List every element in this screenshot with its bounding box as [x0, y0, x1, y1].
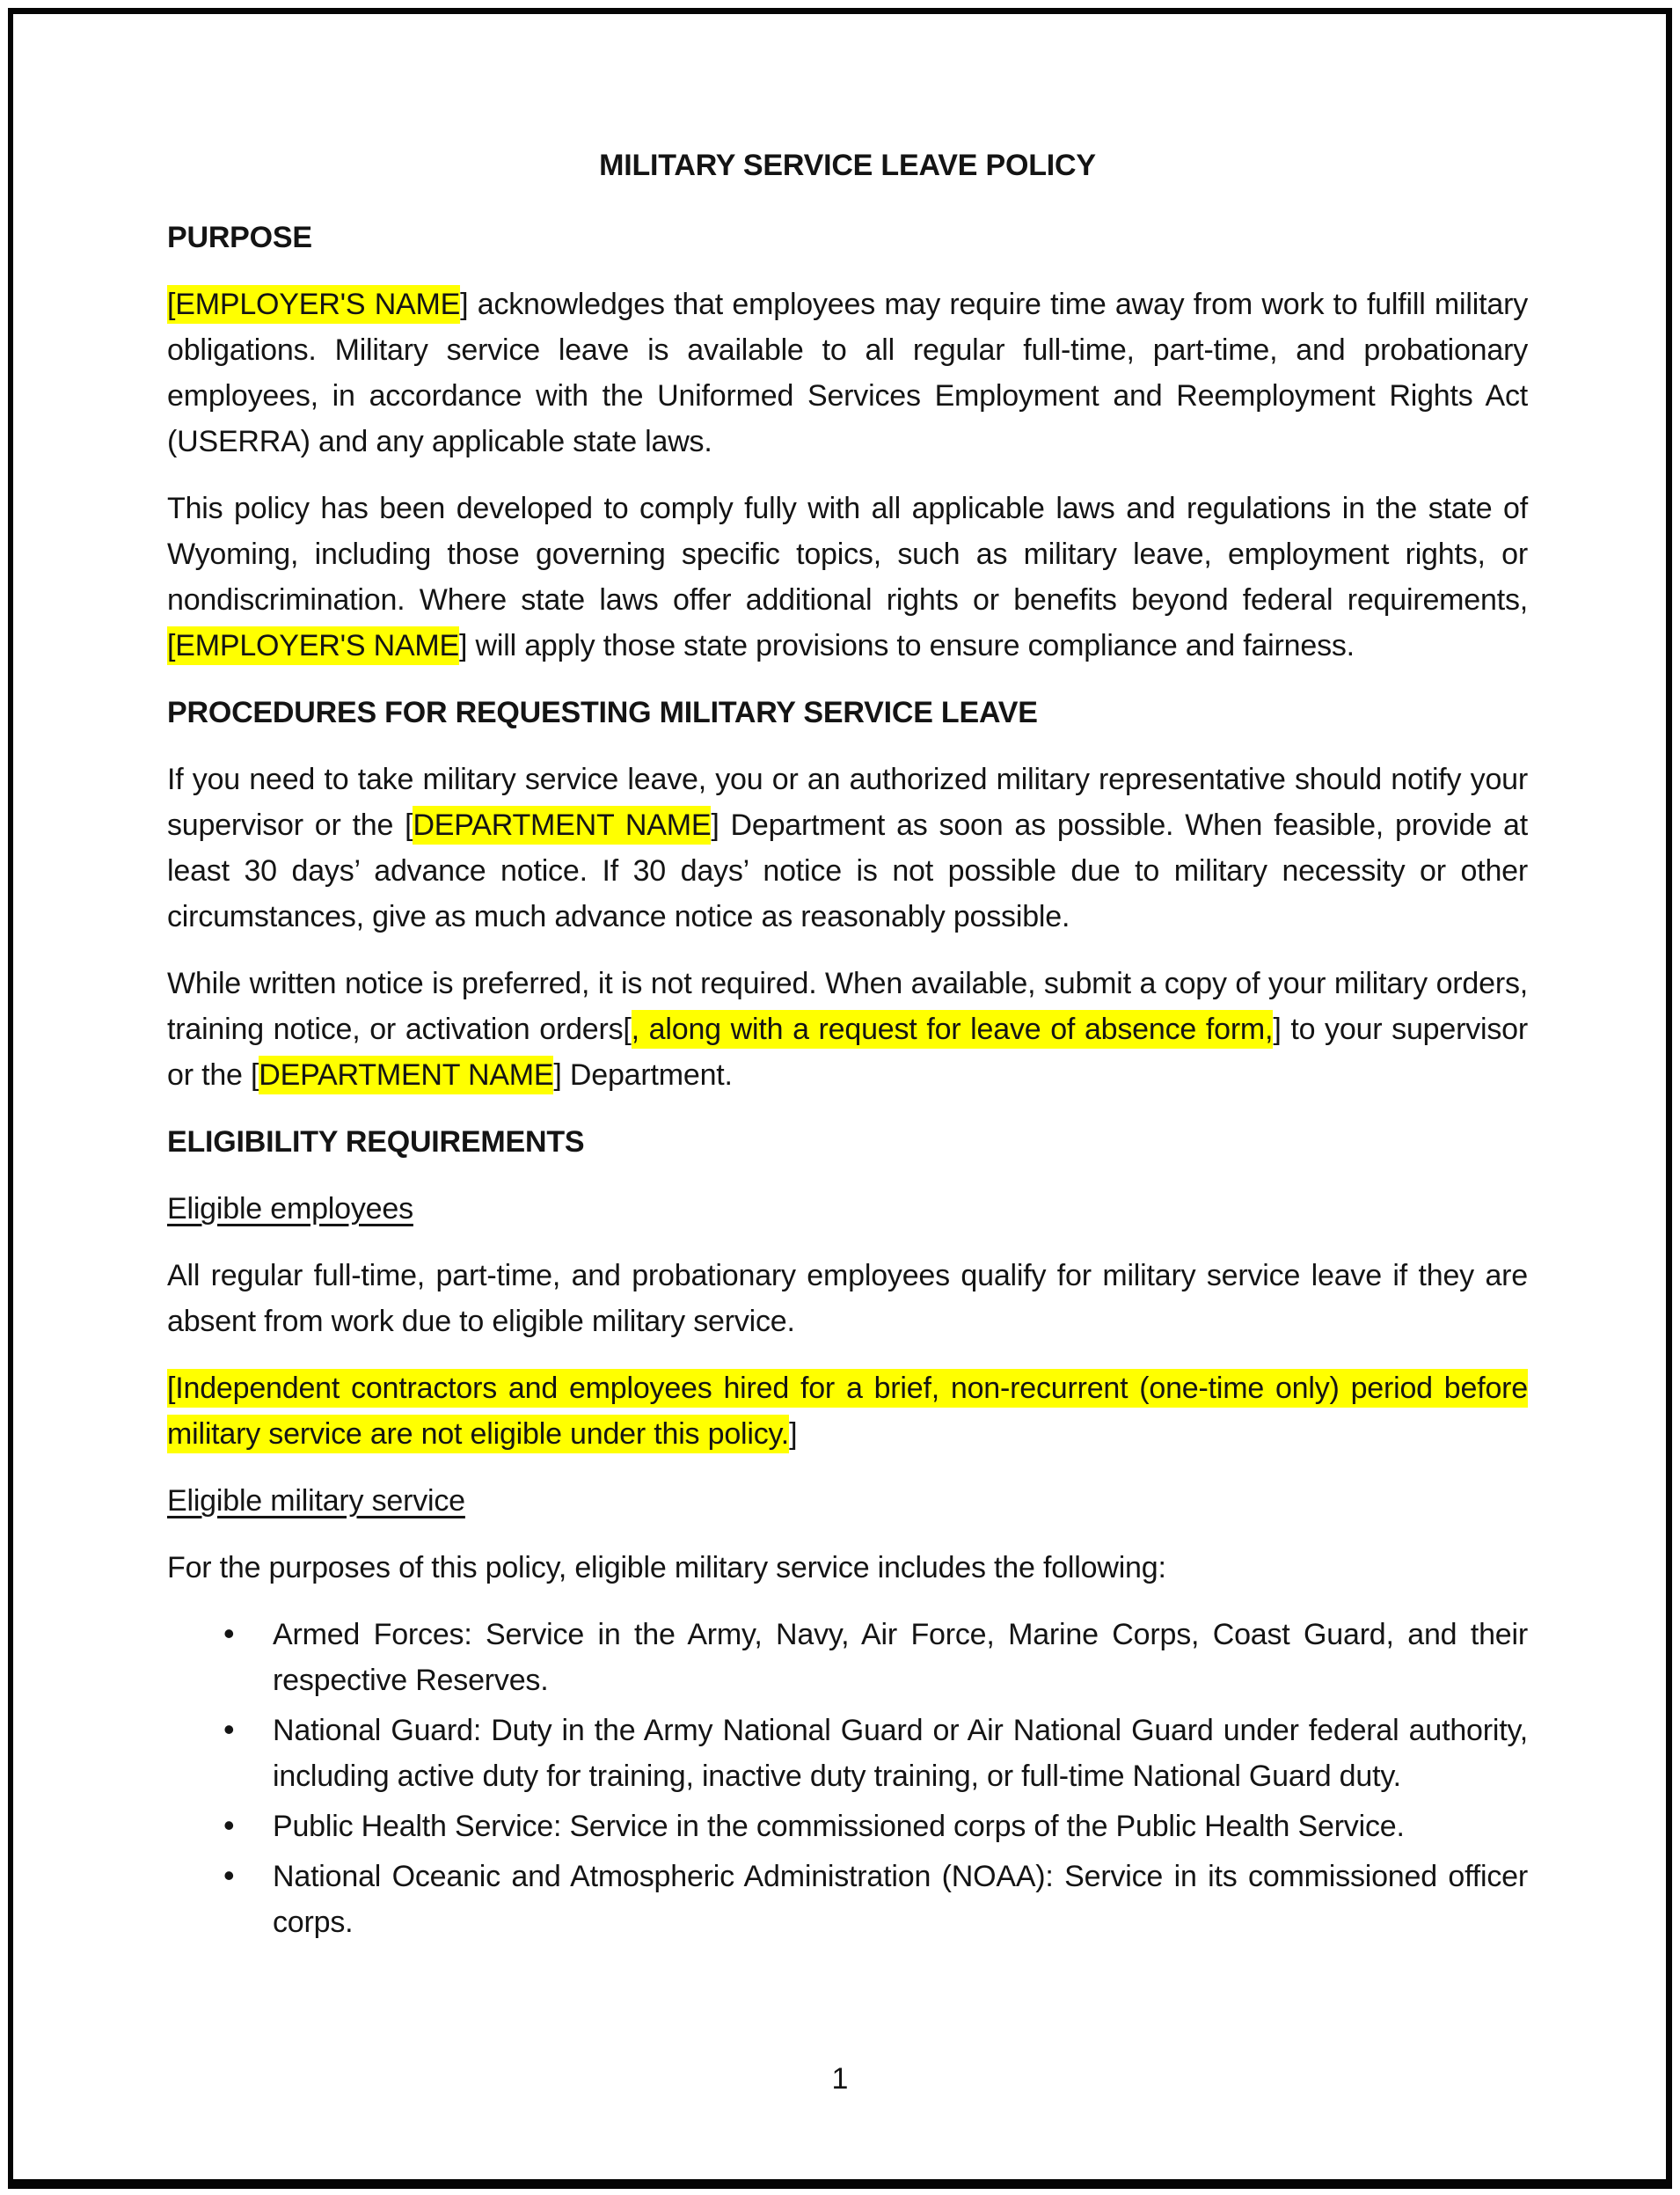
- text-run: PURPOSE: [167, 221, 312, 254]
- section-heading: [167, 1119, 1528, 1165]
- text-run: This policy has been developed to comply fully with all applicable laws and regulations in the state of Wyoming, including those governing specific topics, such as military leave, employment rights, or nondiscrimination. Where state laws offer additional rights or benefits beyond federal requirements,: [167, 492, 1528, 617]
- paragraph: [167, 1545, 1528, 1591]
- bullet-icon: •: [223, 1711, 235, 1747]
- bullet-text: [273, 1860, 1528, 1939]
- text-run: ] acknowledges that employees may require time away from work to fulfill military obligations. Military service leave is available to all regular full-time, part-time, and probationary employees, in accordance with the Uniformed Services Employment and Reemployment Rights Act (USERRA) and any applicable state laws.: [167, 288, 1528, 458]
- text-run: ] to your supervisor or the [: [167, 1013, 1528, 1092]
- paragraph: [167, 961, 1528, 1098]
- bullet-text: [273, 1618, 1528, 1697]
- text-run: National Oceanic and Atmospheric Administration (NOAA): Service in its commissioned officer corps.: [273, 1860, 1528, 1939]
- highlighted-text: [EMPLOYER'S NAME: [167, 626, 459, 665]
- section-heading: [167, 690, 1528, 735]
- paragraph: [167, 1253, 1528, 1344]
- highlighted-text: [EMPLOYER'S NAME: [167, 285, 460, 324]
- highlighted-text: , along with a request for leave of absence form,: [632, 1010, 1274, 1049]
- text-run: Eligible military service: [167, 1484, 465, 1518]
- text-run: ] Department.: [553, 1058, 733, 1092]
- bullet-icon: •: [223, 1615, 235, 1651]
- bullet-text: [273, 1714, 1528, 1793]
- text-run: National Guard: Duty in the Army National Guard or Air National Guard under federal authority, including active duty for training, inactive duty training, or full-time National Guard duty.: [273, 1714, 1528, 1793]
- text-run: For the purposes of this policy, eligible military service includes the following:: [167, 1551, 1166, 1584]
- paragraph: [167, 282, 1528, 465]
- paragraph: [167, 1365, 1528, 1457]
- bullet-icon: •: [223, 1857, 235, 1893]
- bullet-icon: •: [223, 1807, 235, 1843]
- paragraph: [167, 486, 1528, 669]
- text-run: Public Health Service: Service in the commissioned corps of the Public Health Service.: [273, 1810, 1405, 1843]
- bullet-item: [167, 1854, 1528, 1945]
- text-run: While written notice is preferred, it is not required. When available, submit a copy of your military orders, training notice, or activation orders[: [167, 967, 1528, 1046]
- bullet-item: [167, 1804, 1528, 1849]
- subsection-heading: [167, 1186, 1528, 1232]
- text-run: PROCEDURES FOR REQUESTING MILITARY SERVICE LEAVE: [167, 696, 1038, 729]
- document-title: MILITARY SERVICE LEAVE POLICY: [599, 149, 1096, 182]
- highlighted-text: DEPARTMENT NAME: [413, 806, 711, 845]
- document-body: [167, 215, 1528, 1945]
- text-run: ]: [789, 1417, 798, 1451]
- page-number: 1: [831, 2062, 849, 2096]
- highlighted-text: DEPARTMENT NAME: [259, 1056, 553, 1094]
- text-run: All regular full-time, part-time, and probationary employees qualify for military service leave if they are absent from work due to eligible military service.: [167, 1259, 1528, 1338]
- subsection-heading: [167, 1478, 1528, 1524]
- bullet-text: [273, 1810, 1405, 1843]
- bullet-item: [167, 1612, 1528, 1703]
- text-run: Eligible employees: [167, 1192, 413, 1226]
- text-run: If you need to take military service leave, you or an authorized military representative should notify your supervisor or the [: [167, 763, 1528, 842]
- text-run: Armed Forces: Service in the Army, Navy, Air Force, Marine Corps, Coast Guard, and their respective Reserves.: [273, 1618, 1528, 1697]
- document-content: [167, 143, 1528, 1950]
- section-heading: [167, 215, 1528, 260]
- text-run: ] Department as soon as possible. When feasible, provide at least 30 days’ advance notice. If 30 days’ notice is not possible due to military necessity or other circumstances, give as much advance notice as reasonably possible.: [167, 808, 1528, 933]
- text-run: ] will apply those state provisions to ensure compliance and fairness.: [459, 629, 1355, 662]
- paragraph: [167, 757, 1528, 940]
- highlighted-text: [Independent contractors and employees hired for a brief, non-recurrent (one-time only) period before military service are not eligible under this policy.: [167, 1369, 1528, 1453]
- bullet-item: [167, 1708, 1528, 1799]
- text-run: ELIGIBILITY REQUIREMENTS: [167, 1125, 585, 1159]
